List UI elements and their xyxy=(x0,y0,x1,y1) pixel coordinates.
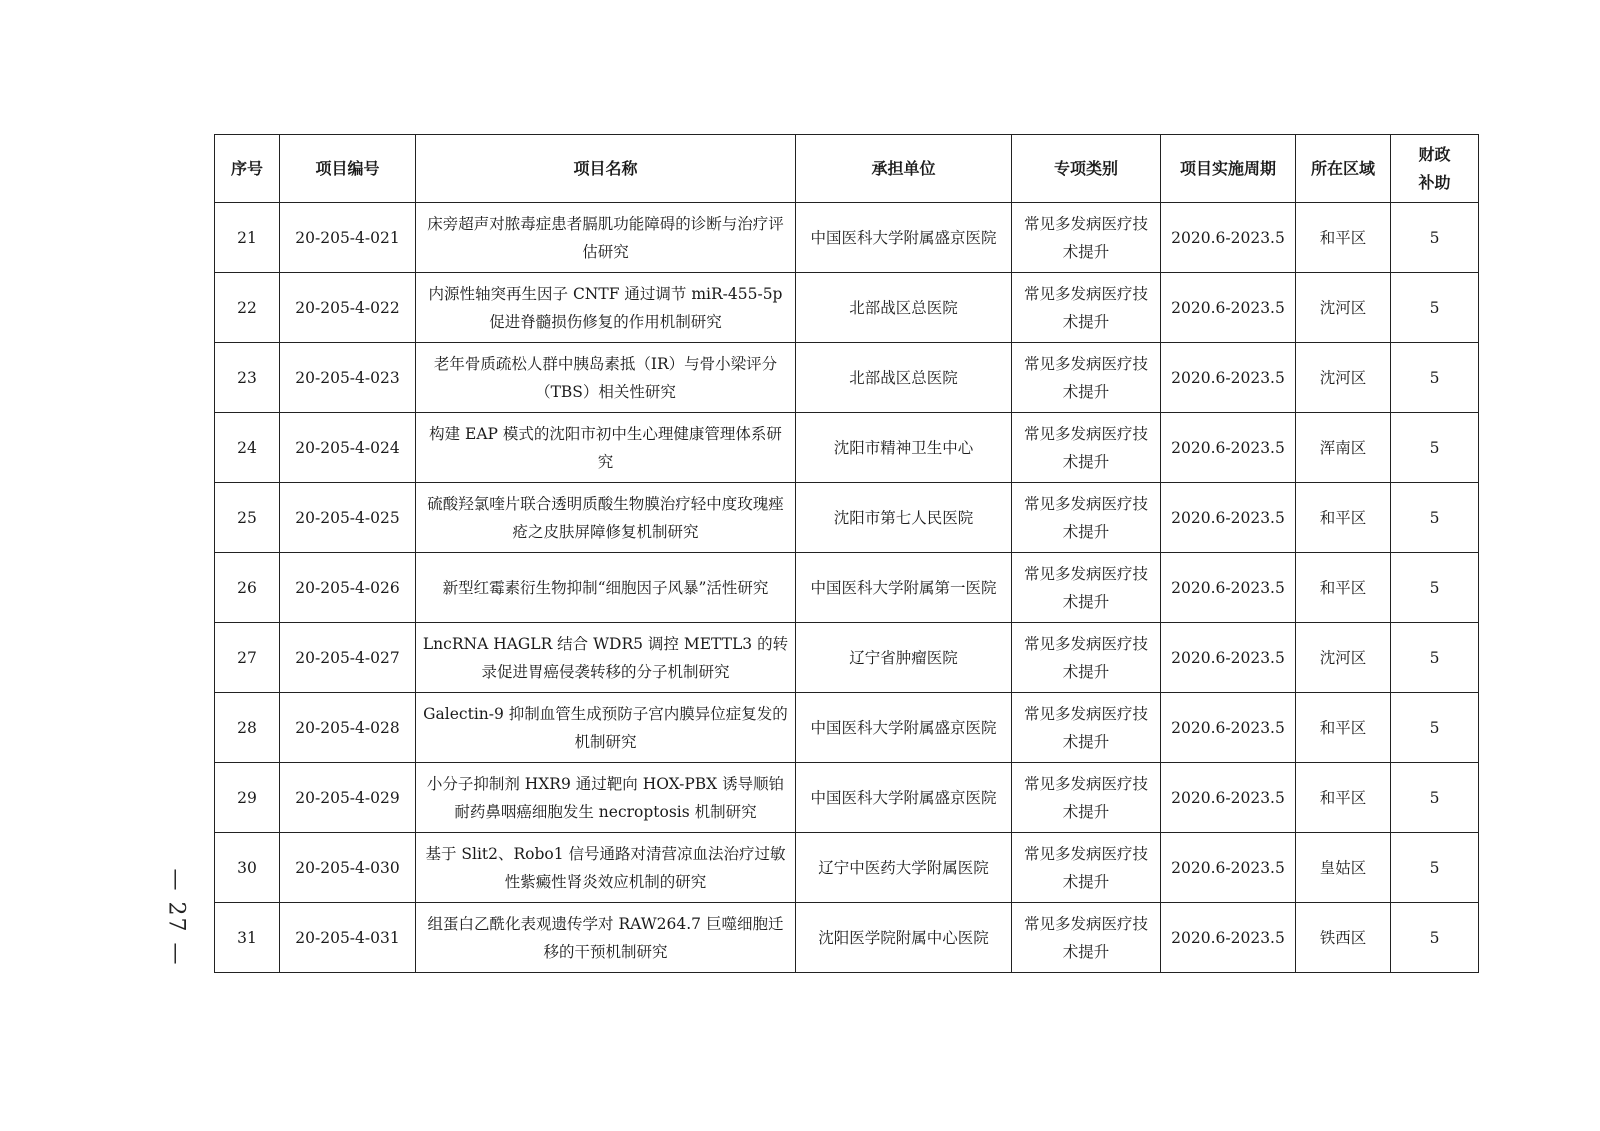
table-row xyxy=(215,483,1479,553)
cell-unit: 北部战区总医院 xyxy=(796,273,1012,343)
cell-subsidy: 5 xyxy=(1391,553,1479,623)
cell-no: 31 xyxy=(215,903,280,973)
table-row xyxy=(215,833,1479,903)
cell-code: 20-205-4-021 xyxy=(280,203,416,273)
cell-subsidy: 5 xyxy=(1391,203,1479,273)
cell-category: 常见多发病医疗技术提升 xyxy=(1012,203,1161,273)
cell-no: 27 xyxy=(215,623,280,693)
cell-district: 铁西区 xyxy=(1296,903,1391,973)
cell-subsidy: 5 xyxy=(1391,623,1479,693)
table-header xyxy=(215,135,1479,203)
cell-name: 构建 EAP 模式的沈阳市初中生心理健康管理体系研究 xyxy=(416,413,796,483)
cell-code: 20-205-4-031 xyxy=(280,903,416,973)
cell-district: 和平区 xyxy=(1296,693,1391,763)
cell-name: 小分子抑制剂 HXR9 通过靶向 HOX-PBX 诱导顺铂耐药鼻咽癌细胞发生 necroptosis 机制研究 xyxy=(416,763,796,833)
cell-category: 常见多发病医疗技术提升 xyxy=(1012,553,1161,623)
cell-district: 沈河区 xyxy=(1296,343,1391,413)
cell-no: 21 xyxy=(215,203,280,273)
header-row xyxy=(215,135,1479,203)
cell-period: 2020.6-2023.5 xyxy=(1161,623,1296,693)
cell-code: 20-205-4-022 xyxy=(280,273,416,343)
cell-unit: 北部战区总医院 xyxy=(796,343,1012,413)
cell-period: 2020.6-2023.5 xyxy=(1161,903,1296,973)
cell-district: 浑南区 xyxy=(1296,413,1391,483)
cell-name: 床旁超声对脓毒症患者膈肌功能障碍的诊断与治疗评估研究 xyxy=(416,203,796,273)
cell-subsidy: 5 xyxy=(1391,693,1479,763)
cell-period: 2020.6-2023.5 xyxy=(1161,413,1296,483)
cell-subsidy: 5 xyxy=(1391,343,1479,413)
cell-period: 2020.6-2023.5 xyxy=(1161,483,1296,553)
cell-category: 常见多发病医疗技术提升 xyxy=(1012,833,1161,903)
cell-unit: 辽宁省肿瘤医院 xyxy=(796,623,1012,693)
cell-subsidy: 5 xyxy=(1391,763,1479,833)
table-row xyxy=(215,763,1479,833)
table-row xyxy=(215,903,1479,973)
table-row xyxy=(215,203,1479,273)
cell-district: 和平区 xyxy=(1296,483,1391,553)
cell-unit: 中国医科大学附属第一医院 xyxy=(796,553,1012,623)
cell-period: 2020.6-2023.5 xyxy=(1161,833,1296,903)
cell-subsidy: 5 xyxy=(1391,273,1479,343)
cell-no: 26 xyxy=(215,553,280,623)
table-row xyxy=(215,623,1479,693)
cell-district: 和平区 xyxy=(1296,763,1391,833)
table-row xyxy=(215,413,1479,483)
page-number xyxy=(154,862,198,972)
cell-no: 28 xyxy=(215,693,280,763)
cell-no: 24 xyxy=(215,413,280,483)
header-cell-subsidy: 财政补助 xyxy=(1391,135,1479,203)
cell-category: 常见多发病医疗技术提升 xyxy=(1012,693,1161,763)
header-cell-unit: 承担单位 xyxy=(796,135,1012,203)
cell-subsidy: 5 xyxy=(1391,413,1479,483)
page-number-text: — 27 — xyxy=(163,868,189,966)
cell-code: 20-205-4-023 xyxy=(280,343,416,413)
cell-name: 硫酸羟氯喹片联合透明质酸生物膜治疗轻中度玫瑰痤疮之皮肤屏障修复机制研究 xyxy=(416,483,796,553)
cell-district: 和平区 xyxy=(1296,203,1391,273)
cell-code: 20-205-4-025 xyxy=(280,483,416,553)
cell-name: Galectin-9 抑制血管生成预防子宫内膜异位症复发的机制研究 xyxy=(416,693,796,763)
table-row xyxy=(215,343,1479,413)
cell-no: 23 xyxy=(215,343,280,413)
header-cell-district: 所在区域 xyxy=(1296,135,1391,203)
cell-code: 20-205-4-029 xyxy=(280,763,416,833)
cell-no: 29 xyxy=(215,763,280,833)
cell-category: 常见多发病医疗技术提升 xyxy=(1012,903,1161,973)
cell-district: 沈河区 xyxy=(1296,623,1391,693)
cell-no: 22 xyxy=(215,273,280,343)
table-body xyxy=(215,203,1479,973)
cell-period: 2020.6-2023.5 xyxy=(1161,763,1296,833)
cell-period: 2020.6-2023.5 xyxy=(1161,553,1296,623)
cell-category: 常见多发病医疗技术提升 xyxy=(1012,483,1161,553)
cell-district: 皇姑区 xyxy=(1296,833,1391,903)
table-row xyxy=(215,693,1479,763)
header-cell-name: 项目名称 xyxy=(416,135,796,203)
cell-subsidy: 5 xyxy=(1391,483,1479,553)
cell-unit: 沈阳市第七人民医院 xyxy=(796,483,1012,553)
cell-category: 常见多发病医疗技术提升 xyxy=(1012,413,1161,483)
cell-category: 常见多发病医疗技术提升 xyxy=(1012,343,1161,413)
cell-district: 和平区 xyxy=(1296,553,1391,623)
cell-unit: 沈阳市精神卫生中心 xyxy=(796,413,1012,483)
cell-period: 2020.6-2023.5 xyxy=(1161,693,1296,763)
header-cell-period: 项目实施周期 xyxy=(1161,135,1296,203)
cell-name: 新型红霉素衍生物抑制“细胞因子风暴”活性研究 xyxy=(416,553,796,623)
cell-name: 内源性轴突再生因子 CNTF 通过调节 miR-455-5p 促进脊髓损伤修复的作用机制研究 xyxy=(416,273,796,343)
cell-unit: 中国医科大学附属盛京医院 xyxy=(796,763,1012,833)
project-table xyxy=(214,134,1479,973)
cell-code: 20-205-4-026 xyxy=(280,553,416,623)
cell-code: 20-205-4-028 xyxy=(280,693,416,763)
cell-category: 常见多发病医疗技术提升 xyxy=(1012,273,1161,343)
header-cell-code: 项目编号 xyxy=(280,135,416,203)
cell-district: 沈河区 xyxy=(1296,273,1391,343)
cell-subsidy: 5 xyxy=(1391,833,1479,903)
cell-no: 25 xyxy=(215,483,280,553)
cell-category: 常见多发病医疗技术提升 xyxy=(1012,623,1161,693)
table-row xyxy=(215,273,1479,343)
table-row xyxy=(215,553,1479,623)
cell-name: 组蛋白乙酰化表观遗传学对 RAW264.7 巨噬细胞迁移的干预机制研究 xyxy=(416,903,796,973)
cell-category: 常见多发病医疗技术提升 xyxy=(1012,763,1161,833)
cell-no: 30 xyxy=(215,833,280,903)
cell-code: 20-205-4-024 xyxy=(280,413,416,483)
header-cell-no: 序号 xyxy=(215,135,280,203)
cell-period: 2020.6-2023.5 xyxy=(1161,273,1296,343)
header-cell-category: 专项类别 xyxy=(1012,135,1161,203)
cell-name: 老年骨质疏松人群中胰岛素抵（IR）与骨小梁评分（TBS）相关性研究 xyxy=(416,343,796,413)
cell-unit: 中国医科大学附属盛京医院 xyxy=(796,203,1012,273)
cell-name: LncRNA HAGLR 结合 WDR5 调控 METTL3 的转录促进胃癌侵袭转移的分子机制研究 xyxy=(416,623,796,693)
cell-subsidy: 5 xyxy=(1391,903,1479,973)
cell-unit: 辽宁中医药大学附属医院 xyxy=(796,833,1012,903)
cell-period: 2020.6-2023.5 xyxy=(1161,343,1296,413)
cell-code: 20-205-4-030 xyxy=(280,833,416,903)
cell-code: 20-205-4-027 xyxy=(280,623,416,693)
cell-name: 基于 Slit2、Robo1 信号通路对清营凉血法治疗过敏性紫癜性肾炎效应机制的研究 xyxy=(416,833,796,903)
cell-period: 2020.6-2023.5 xyxy=(1161,203,1296,273)
cell-unit: 中国医科大学附属盛京医院 xyxy=(796,693,1012,763)
cell-unit: 沈阳医学院附属中心医院 xyxy=(796,903,1012,973)
